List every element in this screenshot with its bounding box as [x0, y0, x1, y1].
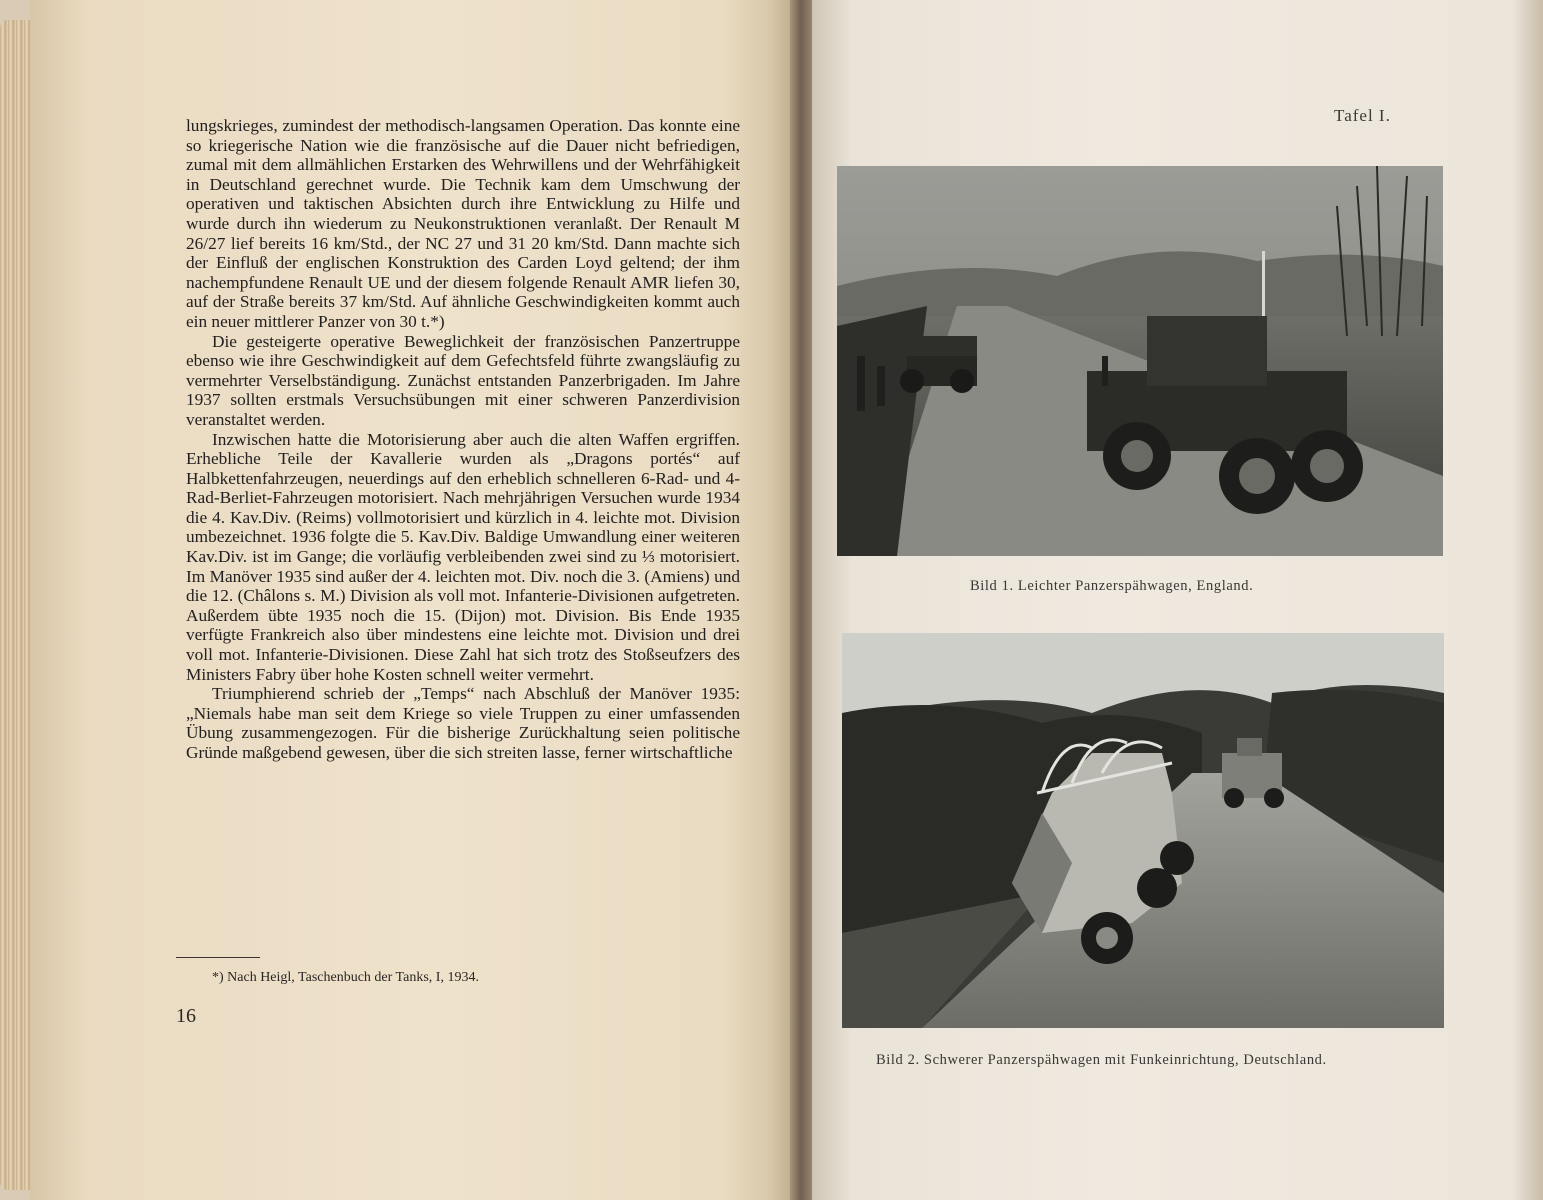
paragraph-1: lungskrieges, zumindest der methodisch-langsamen Operation. Das konnte eine so kriegerische Nation wie die französische auf die Dauer nicht befriedigen, zumal mit dem allmählichen Erstarken des Wehrwillens und der Wehrfähigkeit in Deutschland gerechnet wurde. Die Technik kam dem Umschwung der operativen und taktischen Absichten durch ihre Entwicklung zu Hilfe und wurde durch ihn wiederum zu Neukonstruktionen veranlaßt. Der Renault M 26/27 lief bereits 16 km/Std., der NC 27 und 31 20 km/Std. Dann machte sich der Einfluß der englischen Konstruktion des Carden Loyd geltend; der ihm nachempfundene Renault UE und der diesem folgende Renault AMR liefen 30, auf der Straße bereits 37 km/Std. Auf ähnliche Geschwindigkeiten kommt auch ein neuer mittlerer Panzer von 30 t.*)	[186, 116, 740, 331]
footnote-rule	[176, 957, 260, 958]
paragraph-2: Die gesteigerte operative Beweglichkeit der französischen Panzertruppe ebenso wie ihre Geschwindigkeit auf dem Gefechtsfeld führte zwangsläufig zu vermehrter Verselbständigung. Zunächst entstanden Panzerbrigaden. Im Jahre 1937 sollten erstmals Versuchsübungen mit einer schweren Panzerdivision veranstaltet werden.	[186, 331, 740, 429]
footnote: *) Nach Heigl, Taschenbuch der Tanks, I, 1934.	[212, 970, 479, 985]
photo-2-image	[842, 633, 1444, 1028]
book-gutter	[790, 0, 814, 1200]
photo-2-caption: Bild 2. Schwerer Panzerspähwagen mit Funkeinrichtung, Deutschland.	[876, 1052, 1327, 1068]
photo-light-armored-car	[837, 166, 1443, 556]
paragraph-3: Inzwischen hatte die Motorisierung aber auch die alten Waffen ergriffen. Erhebliche Teile der Kavallerie wurden als „Dragons portés“ auf Halbkettenfahrzeugen, neuerdings auf den erheblich schnelleren 6-Rad- und 4-Rad-Berliet-Fahrzeugen motorisiert. Nach mehrjährigen Versuchen wurde 1934 die 4. Kav.Div. (Reims) vollmotorisiert und kürzlich in 4. leichte mot. Division umbezeichnet. 1936 folgte die 5. Kav.Div. Baldige Umwandlung einer weiteren Kav.Div. ist im Gange; die vorläufig verbleibenden zwei sind zu ⅓ motorisiert. Im Manöver 1935 sind außer der 4. leichten mot. Div. noch die 3. (Amiens) und die 12. (Châlons s. M.) Division als voll mot. Infanterie-Divisionen aufgetreten. Außerdem übte 1935 noch die 15. (Dijon) mot. Division. Bis Ende 1935 verfügte Frankreich also über mindestens eine leichte mot. Division und drei voll mot. Infanterie-Divisionen. Diese Zahl hat sich trotz des Stoßseufzers des Ministers Fabry über hohe Kosten schnell weiter vermehrt.	[186, 429, 740, 684]
plate-label: Tafel I.	[1334, 106, 1391, 125]
photo-1-image	[837, 166, 1443, 556]
photo-heavy-armored-car	[842, 633, 1444, 1028]
page-number: 16	[176, 1005, 196, 1027]
paragraph-4: Triumphierend schrieb der „Temps“ nach Abschluß der Manöver 1935: „Niemals habe man seit dem Kriege so viele Truppen zu einer umfassenden Übung zusammengezogen. Für die bisherige Zurückhaltung seien politische Gründe maßgebend gewesen, über die sich streiten lasse, ferner wirtschaftliche	[186, 684, 740, 762]
photo-1-caption: Bild 1. Leichter Panzerspähwagen, England.	[970, 578, 1254, 594]
body-text	[186, 116, 740, 763]
